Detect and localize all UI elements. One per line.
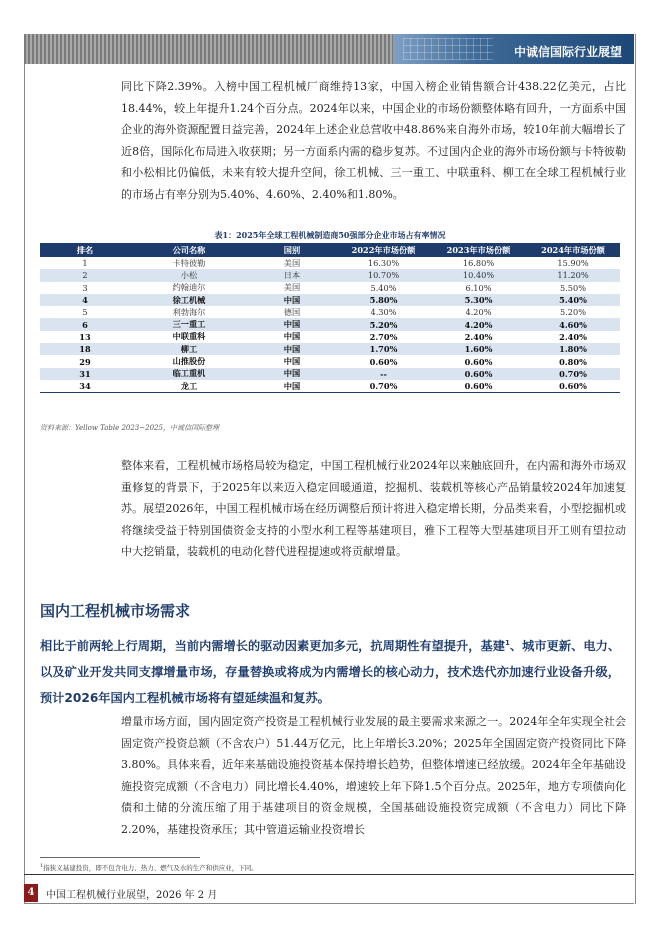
table-cell: 1: [82, 258, 88, 269]
table-cell: 中联重科: [172, 331, 206, 342]
table-cell: 0.60%: [431, 380, 526, 393]
header-country: 国别: [248, 243, 336, 257]
header-brand: [393, 34, 634, 64]
table-cell: 18: [40, 343, 130, 355]
paragraph-investment: 增量市场方面，国内固定资产投资是工程机械行业发展的最主要需求来源之一。2024年全年实现全社会固定资产投资总额（不含农户）51.44万亿元，比上年增长3.20%；2025年全国固定资产投资同比下降3.80%。具体来看，近年来基础设施投资基本保持增长趋势，但整体增速已经放缓。2024年全年基础设施投资完成额（不含电力）同比增长4.40%，增速较上年下降1.5个百分点。2025年，地方专项债向化债和土储的分流压缩了用于基建项目的资金规模，全国基础设施投资完成额（不含电力）同比下降2.20%，基建投资承压；其中管道运输业投资增长: [121, 715, 626, 836]
table-cell: 10.70%: [336, 269, 431, 281]
table-row: [40, 331, 620, 343]
table-cell: 2.70%: [369, 331, 398, 342]
table-cell: 4.30%: [370, 307, 397, 318]
footnote-number: 1: [40, 863, 44, 869]
table-cell: 1.60%: [431, 343, 526, 355]
table-cell: 小松: [130, 269, 248, 281]
table-cell: 利勃海尔: [172, 306, 206, 317]
table-cell: 29: [79, 356, 91, 367]
table-cell: 柳工: [130, 343, 248, 355]
table-cell: 日本: [248, 269, 336, 281]
table-row: [40, 282, 620, 294]
summary-part2: 、城市更新、电力、以及矿业开发共同支撑增量市场，存量替换或将成为内需增长的核心动力，技术迭代亦加速行业设备升级，预计2026年国内工程机械市场将有望延续温和复苏。: [40, 639, 621, 706]
footer-divider: [24, 874, 634, 875]
table-cell: 5.20%: [559, 307, 586, 318]
table-cell: 5: [82, 307, 88, 318]
table-cell: 6: [40, 318, 130, 330]
header-2022: 2022年市场份额: [336, 243, 431, 257]
table-cell: 2.40%: [464, 331, 493, 342]
table-cell: 徐工机械: [130, 294, 248, 306]
table-cell: 16.80%: [462, 258, 495, 269]
table-cell: 2.40%: [559, 331, 587, 342]
table-cell: 0.60%: [431, 368, 526, 380]
table-cell: 4: [40, 294, 130, 306]
header-2024: 2024年市场份额: [526, 243, 620, 257]
paragraph-market-share: 同比下降2.39%。入榜中国工程机械厂商维持13家，中国入榜企业销售额合计438.22亿美元，占比18.44%，较上年提升1.24个百分点。2024年以来，中国企业的市场份额整体略有回升，一方面系中国企业的海外资源配置日益完善，2024年上述企业总营收中48.86%来自海外市场，较10年前大幅增长了近8倍，国际化布局进入收获期；另一方面系内需的稳步复苏。不过国内企业的海外市场份额与卡特彼勒和小松相比仍偏低，未来有较大提升空间，徐工机械、三一重工、中联重科、柳工在全球工程机械行业的市场占有率分别为5.40%、4.60%、2.40%和1.80%。: [121, 80, 626, 201]
table-cell: 15.90%: [557, 258, 589, 269]
header-grid-decoration: [403, 38, 493, 60]
footnote-ref: 1: [505, 639, 510, 647]
table-cell: 三一重工: [130, 318, 248, 330]
table-cell: 0.70%: [526, 368, 620, 380]
table-cell: 德国: [283, 306, 301, 317]
table-cell: 中国: [283, 356, 301, 367]
table-cell: 0.80%: [559, 356, 587, 367]
table-cell: 13: [79, 331, 91, 342]
table-source: 资料来源：Yellow Table 2023~2025，中诚信国际整理: [40, 424, 219, 432]
table-cell: 临工重机: [130, 368, 248, 380]
table-row: [40, 368, 620, 380]
table-cell: 1.70%: [336, 343, 431, 355]
table-row: [40, 269, 620, 281]
table-cell: 31: [40, 368, 130, 380]
table-row: [40, 294, 620, 306]
market-share-table: [40, 243, 620, 393]
section-title: 国内工程机械市场需求: [40, 602, 191, 620]
table-cell: 34: [40, 380, 130, 393]
table-cell: 中国: [248, 318, 336, 330]
table-cell: 6.10%: [465, 282, 492, 293]
table-row: [40, 306, 620, 318]
table-row: [40, 380, 620, 393]
table-cell: 美国: [283, 257, 301, 268]
table-cell: 0.60%: [369, 356, 398, 367]
table-cell: 4.60%: [526, 318, 620, 330]
table-cell: 龙工: [130, 380, 248, 393]
table-cell: 山推股份: [172, 356, 206, 367]
table-cell: 5.50%: [559, 282, 586, 293]
table-row: [40, 257, 620, 269]
table-row: [40, 343, 620, 355]
table-header-row: [40, 243, 620, 257]
header-2023: 2023年市场份额: [431, 243, 526, 257]
paragraph-outlook: 整体来看，工程机械市场格局较为稳定，中国工程机械行业2024年以来触底回升，在内需和海外市场双重修复的背景下，于2025年以来迈入稳定回暖通道，挖掘机、装载机等核心产品销量较2024年加速复苏。展望2026年，中国工程机械市场在经历调整后预计将进入稳定增长期，分品类来看，小型挖掘机或将继续受益于特别国债资金支持的小型水利工程等基建项目，雅下工程等大型基建项目开工则有望拉动中大挖销量，装载机的电动化替代进程提速或将贡献增量。: [121, 459, 626, 558]
summary-part1: 相比于前两轮上行周期，当前内需增长的驱动因素更加多元，抗周期性有望提升，基建: [40, 639, 505, 654]
section-summary: [40, 630, 620, 711]
page-number: 4: [24, 884, 38, 902]
footnote-text: 指狭义基建投资，即不包含电力、热力、燃气及水的生产和供应业，下同。: [43, 864, 258, 873]
table-row: [40, 318, 620, 330]
table-cell: 16.30%: [367, 258, 400, 269]
table-cell: 11.20%: [526, 269, 620, 281]
bottom-frame: [24, 903, 634, 904]
table-cell: 5.40%: [526, 294, 620, 306]
table-title: 表1：2025年全球工程机械制造商50强部分企业市场占有率情况: [214, 230, 446, 240]
table-cell: --: [336, 368, 431, 380]
table-cell: 5.20%: [336, 318, 431, 330]
footnote-divider: [40, 857, 200, 858]
table-cell: 中国: [248, 368, 336, 380]
table-cell: 5.30%: [431, 294, 526, 306]
table-cell: 3: [82, 282, 88, 293]
table-row: [40, 355, 620, 367]
table-cell: 中国: [248, 343, 336, 355]
table-cell: 0.60%: [464, 356, 493, 367]
table-cell: 约翰迪尔: [172, 282, 206, 293]
footnote: [40, 863, 258, 872]
table-cell: 中国: [283, 331, 301, 342]
table-cell: 美国: [283, 282, 301, 293]
table-cell: 2: [40, 269, 130, 281]
table-cell: 5.80%: [336, 294, 431, 306]
table-cell: 5.40%: [370, 282, 397, 293]
footer-title: 中国工程机械行业展望，2026 年 2 月: [46, 890, 218, 901]
table-cell: 卡特彼勒: [172, 257, 206, 268]
table-cell: 1.80%: [526, 343, 620, 355]
table-cell: 0.60%: [526, 380, 620, 393]
header-rank: 排名: [40, 243, 130, 257]
table-cell: 0.70%: [336, 380, 431, 393]
table-cell: 10.40%: [431, 269, 526, 281]
table-cell: 中国: [248, 380, 336, 393]
header-company: 公司名称: [130, 243, 248, 257]
table-cell: 4.20%: [431, 318, 526, 330]
header-brand-text: 中诚信国际行业展望: [513, 45, 622, 59]
table-cell: 中国: [248, 294, 336, 306]
table-cell: 4.20%: [465, 307, 492, 318]
